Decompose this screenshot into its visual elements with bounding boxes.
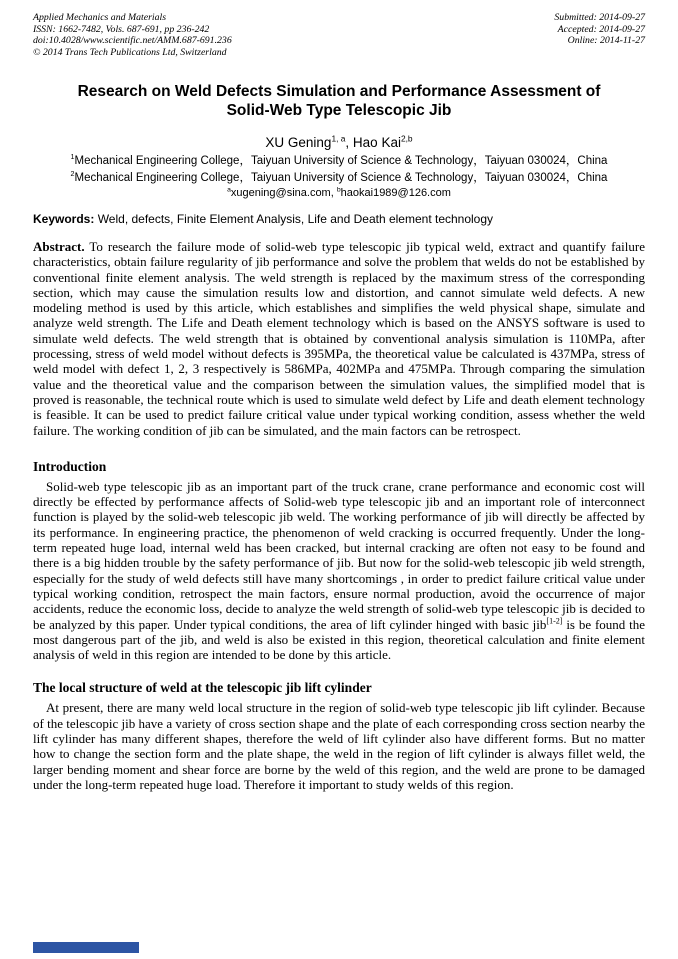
keywords-line bbox=[33, 212, 645, 227]
journal-title: Applied Mechanics and Materials bbox=[33, 12, 167, 23]
local-structure-paragraph: At present, there are many weld local structure in the region of solid-web type telescopic jib lift cylinder. Because of the telescopic jib have a variety of cross section shape and the plate of each corresponding cross section nearby the lift cylinder has many different shapes, therefore the weld of lift cylinder also have different forms. But no matter how to change the section form and the plate shape, the weld in the region of lift cylinder is always fillet weld, the larger bending moment and shear force are borne by the weld of this region, and the weld are prone to be damaged under the long-term repeated huge load. Therefore it important to study welds of this region. bbox=[33, 700, 645, 792]
email-a-superscript: a bbox=[227, 186, 231, 194]
authors-separator: , bbox=[345, 135, 353, 150]
introduction-text-before-citation: Solid-web type telescopic jib as an important part of the truck crane, crane performance and economic cost will directly be effected by performance affects of Solid-web type telescopic jib and an important role of interconnect function is played by the solid-web telescopic jib weld. The working performance of jib will directly be affected by its performance. In engineering practice, the phenomenon of weld cracking is occurred frequently. Under the long-term repeated huge load, internal weld has been cracked, but internal cracking are often not easy to be found and there is a big hidden trouble by the safety performance of jib. But now for the solid-web telescopic jib weld strength, especially for the study of weld defects still have many shortcomings , in order to predict failure critical value under typical working condition, retrospect the main factors, ensure normal production, avoid the occurrence of major accidents, reduce the economic loss, decide to analyze the weld strength of solid-web type telescopic jib is decided to be analyzed by this paper. Under typical conditions, the area of lift cylinder hinged with basic jib bbox=[33, 478, 645, 632]
introduction-paragraph bbox=[33, 479, 645, 663]
online-date: Online: 2014-11-27 bbox=[567, 35, 645, 46]
affiliation-2 bbox=[33, 171, 645, 185]
affiliation-2-superscript: 2 bbox=[70, 170, 75, 179]
author-2-name: Hao Kai bbox=[352, 135, 401, 150]
paper-header bbox=[33, 12, 645, 58]
email-b: haokai1989@126.com bbox=[340, 187, 451, 199]
journal-doi: doi:10.4028/www.scientific.net/AMM.687-691.236 bbox=[33, 35, 232, 46]
introduction-text-after-citation: is be found the most dangerous part of the jib, and weld is also be existed in this region, theoretical calculation and finite element analysis of weld in this region are intended to be done by this article. bbox=[33, 616, 645, 663]
submission-dates bbox=[554, 12, 645, 58]
affiliation-1 bbox=[33, 154, 645, 168]
affiliation-1-text: Mechanical Engineering College，Taiyuan University of Science & Technology，Taiyuan 030024，China bbox=[74, 155, 608, 167]
abstract-label: Abstract. bbox=[33, 239, 85, 254]
affiliation-1-superscript: 1 bbox=[70, 153, 75, 162]
paper-title: Research on Weld Defects Simulation and Performance Assessment of Solid-Web Type Telescopic Jib bbox=[77, 83, 601, 119]
email-b-superscript: b bbox=[336, 186, 341, 194]
author-1-name: XU Gening bbox=[265, 135, 332, 150]
submitted-date: Submitted: 2014-09-27 bbox=[554, 12, 645, 23]
journal-issn: ISSN: 1662-7482, Vols. 687-691, pp 236-242 bbox=[33, 23, 210, 35]
keywords-text: Weld, defects, Finite Element Analysis, Life and Death element technology bbox=[94, 212, 494, 226]
journal-info bbox=[33, 12, 232, 58]
emails-separator: , bbox=[330, 187, 337, 199]
keywords-label: Keywords: bbox=[33, 212, 95, 226]
author-1-superscript: 1, a bbox=[331, 133, 346, 144]
journal-copyright: © 2014 Trans Tech Publications Ltd, Switzerland bbox=[33, 46, 227, 58]
accepted-date: Accepted: 2014-09-27 bbox=[557, 23, 645, 35]
author-2-superscript: 2,b bbox=[400, 133, 413, 144]
citation-superscript: [1-2] bbox=[546, 616, 563, 626]
footer-bar bbox=[33, 942, 139, 953]
affiliation-2-text: Mechanical Engineering College，Taiyuan University of Science & Technology，Taiyuan 030024，China bbox=[74, 172, 608, 184]
emails-line bbox=[33, 186, 645, 200]
section-heading-local-structure: The local structure of weld at the telescopic jib lift cylinder bbox=[33, 680, 372, 696]
abstract-paragraph bbox=[33, 239, 645, 438]
abstract-text: To research the failure mode of solid-web type telescopic jib typical weld, extract and quantify failure characteristics, obtain failure regularity of jib performance and solve the problem that welds do not be established by conventional finite element analysis. The weld strength is replaced by the maximum stress of the corresponding section, which may cause the simulation results low and distortion, and cannot simulate weld defects. A new modeling method is used by this article, which establishes and simplifies the weld physical shape, simulate and analyze weld strength. The Life and Death element technology which is based on the ANSYS software is used to simulate weld defects. The weld strength that is obtained by conventional analysis simulation is 110MPa, after processing, stress of weld model without defects is 395MPa, the theoretical value be calculated is 437MPa, stress of weld model with defect 1, 2, 3 respectively is 586MPa, 402MPa and 475MPa. Through comparing the simulation value and the theoretical value and the comparison between the simulation values, the simplified model that is proved is reasonable, the technical route which is used to simulate weld defect by Life and death element technology is feasible. It can be used to predict failure critical value under typical working condition, assess whether the weld failure. The working condition of jib can be simulated, and the main factors can be retrospect. bbox=[33, 239, 645, 438]
email-a: xugening@sina.com bbox=[230, 187, 331, 199]
section-heading-introduction: Introduction bbox=[33, 458, 107, 474]
authors-line bbox=[33, 134, 645, 151]
